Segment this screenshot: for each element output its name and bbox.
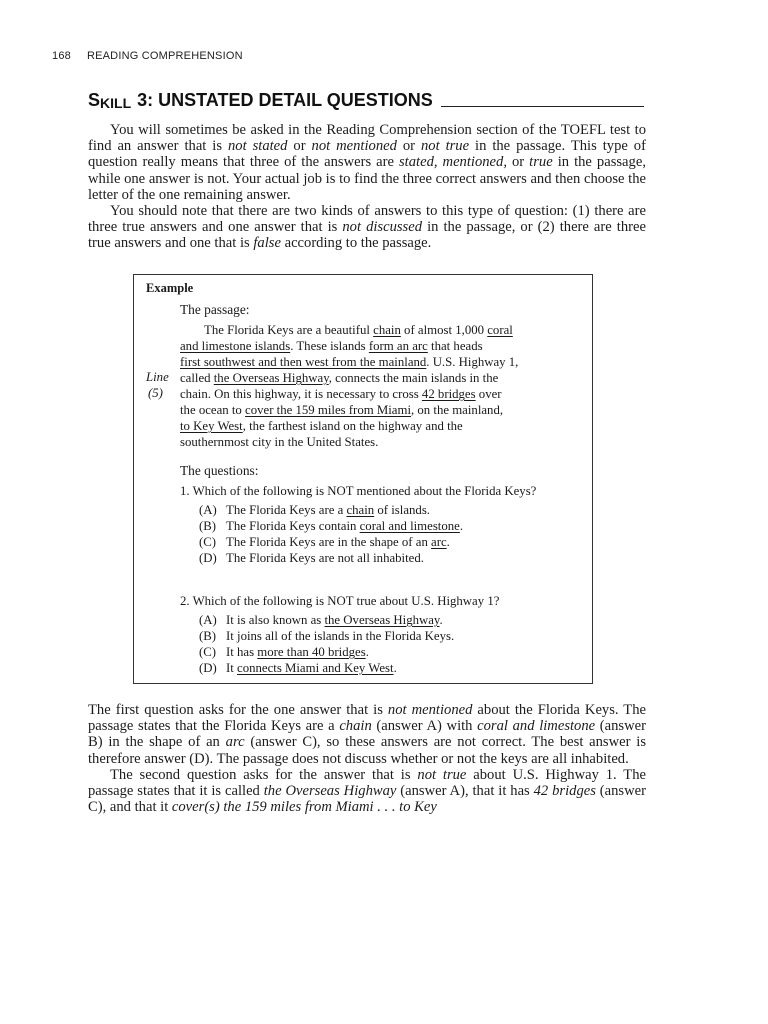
- question-1-option-c: (C) The Florida Keys are in the shape of an arc.: [199, 535, 450, 549]
- example-passage: [180, 322, 580, 450]
- discussion-paragraph-1: The first question asks for the one answer that is not mentioned about the Florida Keys. The passage states that the Florida Keys are a chain (answer A) with coral and limestone (answer B) in the shape of an arc (answer C), so these answers are not correct. The best answer is therefore answer (D). The passage does not discuss whether or not the keys are all inhabited.: [88, 702, 647, 767]
- questions-heading: The questions:: [180, 463, 259, 478]
- page-number: 168: [52, 50, 71, 62]
- passage-line: southernmost city in the United States.: [180, 435, 379, 449]
- question-2-option-c: (C) It has more than 40 bridges.: [199, 645, 369, 659]
- question-1-option-a: (A) The Florida Keys are a chain of islands.: [199, 503, 430, 517]
- running-header: [52, 50, 243, 62]
- question-2: [180, 593, 580, 676]
- question-1-option-d: (D) The Florida Keys are not all inhabited.: [199, 551, 424, 565]
- line-marker: Line: [146, 370, 169, 384]
- section-title: READING COMPREHENSION: [86, 50, 243, 62]
- skill-heading: [88, 90, 644, 111]
- passage-line: called the Overseas Highway, connects the main islands in the: [180, 371, 499, 385]
- passage-line: the ocean to cover the 159 miles from Miami, on the mainland,: [180, 403, 504, 417]
- discussion-paragraph-2: The second question asks for the answer that is not true about U.S. Highway 1. The passage states that it is called the Overseas Highway (answer A), that it has 42 bridges (answer C), and that it cover(s) the 159 miles from Miami . . . to Key: [88, 766, 646, 816]
- passage-line: to Key West, the farthest island on the highway and the: [180, 419, 463, 433]
- example-box: [133, 274, 593, 684]
- question-2-stem: 2. Which of the following is NOT true about U.S. Highway 1?: [180, 594, 500, 608]
- skill-heading-smallcaps: KILL: [100, 95, 132, 111]
- passage-line: chain. On this highway, it is necessary to cross 42 bridges over: [180, 387, 502, 401]
- question-1-option-b: (B) The Florida Keys contain coral and limestone.: [199, 519, 464, 533]
- skill-heading-initial: S: [88, 90, 101, 110]
- skill-heading-title: 3: UNSTATED DETAIL QUESTIONS: [137, 90, 433, 110]
- passage-line: and limestone islands. These islands form an arc that heads: [180, 339, 483, 353]
- passage-line: The Florida Keys are a beautiful chain of almost 1,000 coral: [204, 323, 513, 337]
- example-label: Example: [146, 281, 194, 295]
- heading-rule: [441, 106, 644, 107]
- line-marker-5: (5): [148, 386, 163, 400]
- intro-paragraph-2: You should note that there are two kinds of answers to this type of question: (1) there are three true answers and one answer that is not discussed in the passage, or (2) there are three true answers and one that is false according to the passage.: [88, 203, 646, 252]
- question-2-option-b: (B) It joins all of the islands in the Florida Keys.: [199, 629, 455, 643]
- question-2-option-a: (A) It is also known as the Overseas Highway.: [199, 613, 443, 627]
- intro-text: [88, 122, 646, 252]
- passage-heading: The passage:: [180, 302, 250, 317]
- question-2-option-d: (D) It connects Miami and Key West.: [199, 661, 397, 675]
- passage-line: first southwest and then west from the mainland. U.S. Highway 1,: [180, 355, 519, 369]
- discussion-text: [88, 702, 646, 815]
- intro-paragraph-1: You will sometimes be asked in the Reading Comprehension section of the TOEFL test to find an answer that is not stated or not mentioned or not true in the passage. This type of question really means that three of the answers are stated, mentioned, or true in the passage, while one answer is not. Your actual job is to find the three correct answers and then choose the letter of the one remaining answer.: [88, 122, 646, 203]
- question-1-stem: 1. Which of the following is NOT mentioned about the Florida Keys?: [180, 484, 537, 498]
- question-1: [180, 483, 580, 566]
